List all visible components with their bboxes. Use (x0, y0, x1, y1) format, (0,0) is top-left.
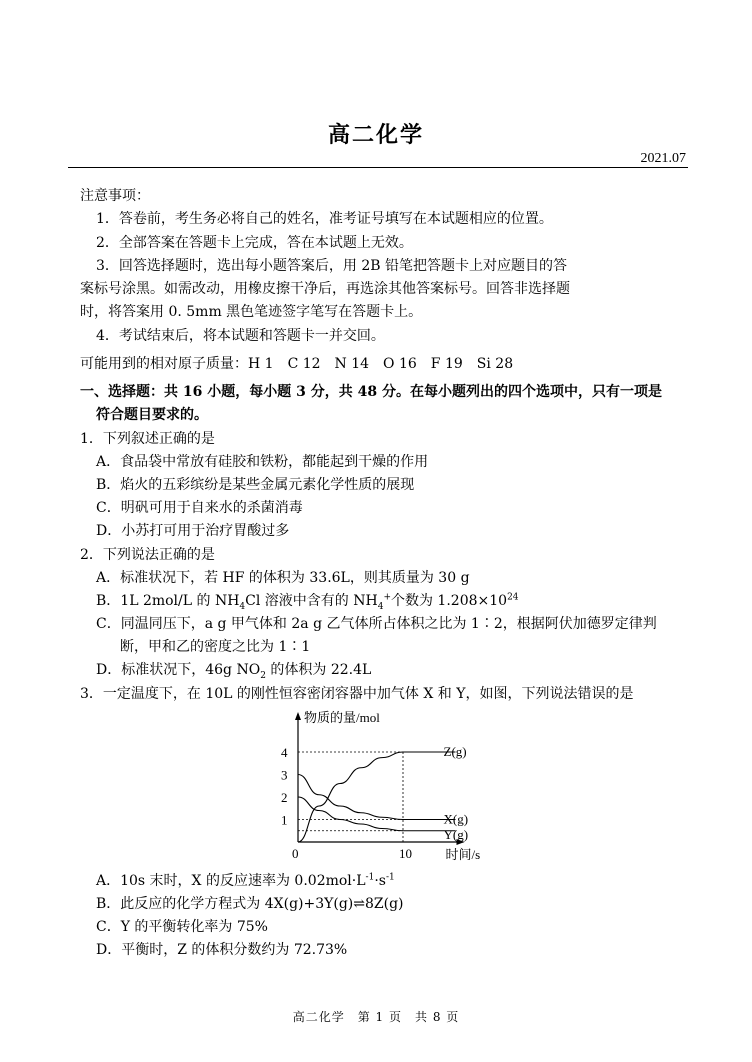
y-tick-label: 1 (281, 812, 288, 828)
x-tick-label: 0 (292, 846, 299, 861)
series-line-x-g (298, 775, 456, 820)
series-label-z-g: Z(g) (443, 744, 467, 759)
notice-item-2: 2．全部答案在答题卡上完成，答在本试题上无效。 (96, 235, 413, 251)
q1-stem: 1．下列叙述正确的是 (80, 431, 215, 447)
series-line-y-g (298, 797, 456, 831)
page-title: 高二化学 (327, 122, 424, 148)
exam-date: 2021.07 (640, 151, 686, 166)
notice-heading: 注意事项： (80, 188, 150, 204)
y-axis-arrow (295, 712, 301, 720)
q1-option-d: D．小苏打可用于治疗胃酸过多 (96, 523, 290, 539)
q2-option-c-line-2: 断，甲和乙的密度之比为 1∶1 (120, 639, 311, 655)
y-tick-label: 2 (281, 790, 288, 805)
x-axis-label: 时间/s (445, 847, 481, 862)
notice-item-3-line-3: 时，将答案用 0. 5mm 黑色笔迹签字笔写在答题卡上。 (80, 304, 423, 320)
notice-item-3-line-2: 案标号涂黑。如需改动，用橡皮擦干净后，再选涂其他答案标号。回答非选择题 (80, 281, 570, 297)
notice-item-3-line-1: 3．回答选择题时，选出每小题答案后，用 2B 铅笔把答题卡上对应题目的答 (96, 258, 568, 274)
q3-stem: 3．一定温度下，在 10L 的刚性恒容密闭容器中加气体 X 和 Y，如图，下列说法错误的是 (80, 686, 634, 702)
section-1-heading: 一、选择题：共 16 小题，每小题 3 分，共 48 分。在每小题列出的四个选项中，只有一项是 (80, 384, 662, 400)
series-label-x-g: X(g) (443, 811, 469, 827)
y-tick-label: 3 (281, 767, 288, 783)
notice-item-1: 1．答卷前，考生务必将自己的姓名，准考证号填写在本试题相应的位置。 (96, 211, 553, 227)
y-axis-label: 物质的量/mol (304, 710, 380, 725)
series-label-y-g: Y(g) (443, 826, 469, 842)
x-tick-label: 10 (399, 846, 412, 861)
q2-option-a: A．标准状况下，若 HF 的体积为 33.6L，则其质量为 30 g (96, 570, 470, 586)
page-footer: 高二化学 第 1 页 共 8 页 (292, 1010, 460, 1024)
header-rule (68, 167, 688, 168)
q3-option-b: B．此反应的化学方程式为 4X(g)+3Y(g)⇌8Z(g) (96, 896, 404, 912)
q1-option-b: B．焰火的五彩缤纷是某些金属元素化学性质的展现 (96, 477, 415, 493)
q1-option-a: A．食品袋中常放有硅胶和铁粉，都能起到干燥的作用 (96, 454, 429, 470)
q1-option-c: C．明矾可用于自来水的杀菌消毒 (96, 500, 303, 516)
series-line-z-g (298, 752, 456, 842)
q3-option-a: A．10s 末时，X 的反应速率为 $0.02mol\cdot L^{-1}\cdot s^{-1}$ (96, 872, 395, 889)
q3-chart (270, 706, 510, 866)
atomic-masses: 可能用到的相对原子质量：H 1 C 12 N 14 O 16 F 19 Si 28 (80, 356, 514, 372)
q3-option-c: C．Y 的平衡转化率为 75% (96, 919, 268, 935)
q3-option-d: D．平衡时，Z 的体积分数约为 72.73% (96, 942, 348, 958)
section-1-heading-cont: 符合题目要求的。 (96, 407, 208, 423)
notice-item-4: 4．考试结束后，将本试题和答题卡一并交回。 (96, 328, 385, 344)
q2-option-d: D．标准状况下，46g $NO_2$ 的体积为 22.4L (96, 662, 372, 681)
q2-option-c-line-1: C．同温同压下，a g 甲气体和 2a g 乙气体所占体积之比为 1∶2，根据阿伏加德罗定律判 (96, 616, 657, 632)
q2-option-b: B．1L 2mol/L 的 $NH_4Cl$ 溶液中含有的 $NH_4^+$个数为 $1.208\times 10^{24}$ (96, 592, 519, 612)
q2-stem: 2．下列说法正确的是 (80, 547, 215, 563)
y-tick-label: 4 (281, 745, 288, 760)
